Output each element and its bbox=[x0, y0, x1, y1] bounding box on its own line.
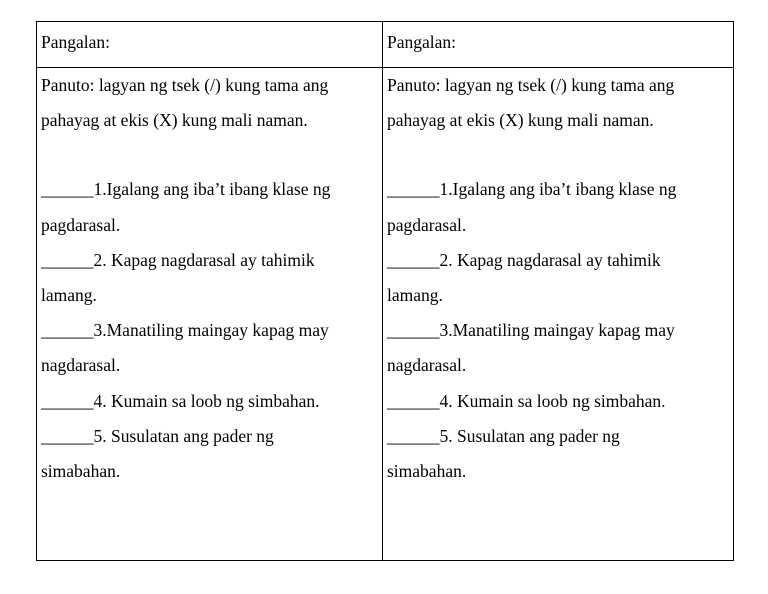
spacer bbox=[41, 138, 382, 172]
name-label: Pangalan: bbox=[41, 32, 111, 52]
item-line: nagdarasal. bbox=[41, 355, 121, 376]
item-line: ______2. Kapag nagdarasal ay tahimik bbox=[41, 249, 315, 270]
item-line: ______5. Susulatan ang pader ng bbox=[41, 425, 274, 446]
item-line: ______2. Kapag nagdarasal ay tahimik bbox=[387, 249, 661, 270]
instructions-cell-left bbox=[37, 68, 382, 489]
item-line: ______5. Susulatan ang pader ng bbox=[387, 425, 620, 446]
instruction-line: pahayag at ekis (X) kung mali naman. bbox=[41, 110, 308, 131]
item-line: simabahan. bbox=[41, 460, 121, 481]
item-line: ______4. Kumain sa loob ng simbahan. bbox=[387, 390, 666, 411]
instruction-line: Panuto: lagyan ng tsek (/) kung tama ang bbox=[41, 75, 329, 95]
instruction-line: pahayag at ekis (X) kung mali naman. bbox=[387, 110, 654, 131]
item-line: ______4. Kumain sa loob ng simbahan. bbox=[41, 390, 320, 411]
item-line: nagdarasal. bbox=[387, 355, 467, 376]
item-line: lamang. bbox=[41, 284, 97, 305]
item-line: ______3.Manatiling maingay kapag may bbox=[41, 320, 329, 341]
item-line: ______1.Igalang ang iba’t ibang klase ng bbox=[41, 179, 331, 200]
item-line: pagdarasal. bbox=[387, 214, 467, 235]
item-line: pagdarasal. bbox=[41, 214, 121, 235]
name-cell-left bbox=[37, 22, 382, 67]
name-label: Pangalan: bbox=[387, 32, 457, 52]
item-line: lamang. bbox=[387, 284, 443, 305]
item-line: ______1.Igalang ang iba’t ibang klase ng bbox=[387, 179, 677, 200]
name-cell-right bbox=[383, 22, 733, 67]
item-line: ______3.Manatiling maingay kapag may bbox=[387, 320, 675, 341]
item-line: simabahan. bbox=[387, 460, 467, 481]
instruction-line: Panuto: lagyan ng tsek (/) kung tama ang bbox=[387, 75, 675, 95]
spacer bbox=[387, 138, 733, 172]
worksheet-table bbox=[36, 21, 734, 561]
instructions-cell-right bbox=[383, 68, 733, 489]
